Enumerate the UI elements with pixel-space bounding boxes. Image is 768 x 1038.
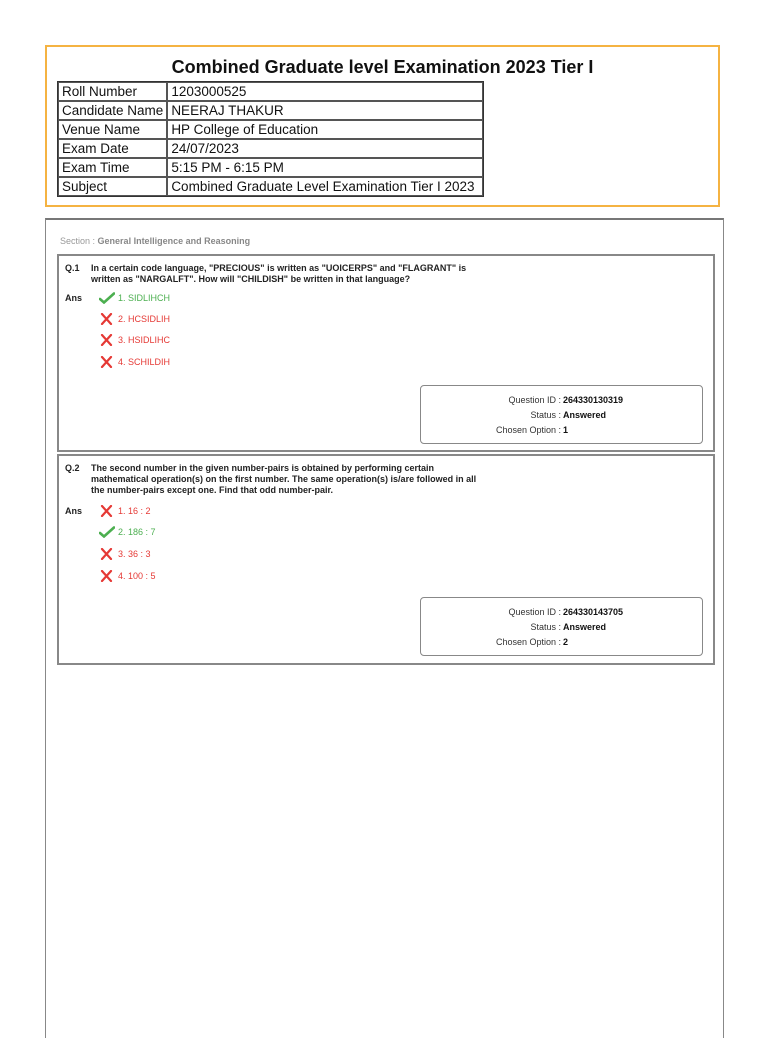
cross-icon (99, 548, 115, 560)
question-text (91, 463, 561, 496)
status-row (419, 622, 702, 632)
option-text: 4. SCHILDIH (118, 357, 171, 367)
option-4 (99, 356, 170, 368)
venue-name-value: HP College of Education (167, 120, 483, 139)
option-text: 3. HSIDLIHC (118, 335, 171, 345)
option-text: 2. HCSIDLIH (118, 314, 171, 324)
question-card-1 (57, 254, 715, 452)
check-icon (99, 292, 115, 304)
candidate-info-box (45, 45, 720, 207)
option-4 (99, 570, 156, 582)
exam-date-label: Exam Date (58, 139, 167, 158)
option-2 (99, 526, 156, 538)
question-id-row (419, 395, 702, 405)
option-1 (99, 505, 151, 517)
table-row (58, 177, 483, 196)
status-label: Status : (530, 410, 561, 420)
candidate-name-label: Candidate Name (58, 101, 167, 120)
candidate-info-table (57, 81, 484, 197)
option-3 (99, 334, 170, 346)
question-meta-box (420, 385, 703, 444)
chosen-option-row (419, 637, 702, 647)
question-id-label: Question ID : (508, 607, 561, 617)
question-id-value: 264330143705 (563, 607, 624, 617)
table-row (58, 158, 483, 177)
chosen-option-value: 1 (563, 425, 569, 435)
question-id-label: Question ID : (508, 395, 561, 405)
answer-label: Ans (65, 506, 83, 516)
question-text-line: mathematical operation(s) on the first number. The same operation(s) is/are followed in all (91, 474, 477, 484)
status-value: Answered (563, 410, 607, 420)
option-text: 1. SIDLIHCH (118, 293, 171, 303)
chosen-option-row (419, 425, 702, 435)
question-id-row (419, 607, 702, 617)
option-text: 2. 186 : 7 (118, 527, 156, 537)
answer-label: Ans (65, 293, 83, 303)
cross-icon (99, 505, 115, 517)
question-card-2 (57, 454, 715, 665)
status-value: Answered (563, 622, 607, 632)
option-text: 3. 36 : 3 (118, 549, 151, 559)
option-1 (99, 292, 170, 304)
section-heading (60, 236, 250, 246)
exam-time-label: Exam Time (58, 158, 167, 177)
exam-date-value: 24/07/2023 (167, 139, 483, 158)
option-2 (99, 313, 170, 325)
question-text (91, 263, 521, 285)
table-row (58, 82, 483, 101)
question-meta-box (420, 597, 703, 656)
subject-value: Combined Graduate Level Examination Tier I 2023 (167, 177, 483, 196)
question-text-line: written as "NARGALFT". How will "CHILDISH" be written in that language? (91, 274, 411, 284)
question-number: Q.1 (65, 263, 80, 273)
exam-title: Combined Graduate level Examination 2023 Tier I (171, 57, 594, 77)
table-row (58, 101, 483, 120)
response-sheet-panel (45, 218, 724, 1038)
question-text-line: the number-pairs except one. Find that odd number-pair. (91, 485, 334, 495)
cross-icon (99, 570, 115, 582)
question-text-line: The second number in the given number-pairs is obtained by performing certain (91, 463, 435, 473)
chosen-option-value: 2 (563, 637, 569, 647)
status-label: Status : (530, 622, 561, 632)
cross-icon (99, 334, 115, 346)
candidate-name-value: NEERAJ THAKUR (167, 101, 483, 120)
table-row (58, 120, 483, 139)
roll-number-label: Roll Number (58, 82, 167, 101)
question-number: Q.2 (65, 463, 80, 473)
section-prefix: Section : (60, 236, 96, 246)
table-row (58, 139, 483, 158)
section-name: General Intelligence and Reasoning (97, 236, 251, 246)
option-text: 4. 100 : 5 (118, 571, 156, 581)
question-text-line: In a certain code language, "PRECIOUS" is written as "UOICERPS" and "FLAGRANT" is (91, 263, 467, 273)
exam-time-value: 5:15 PM - 6:15 PM (167, 158, 483, 177)
chosen-option-label: Chosen Option : (495, 637, 561, 647)
question-id-value: 264330130319 (563, 395, 624, 405)
venue-name-label: Venue Name (58, 120, 167, 139)
check-icon (99, 526, 115, 538)
chosen-option-label: Chosen Option : (495, 425, 561, 435)
cross-icon (99, 313, 115, 325)
status-row (419, 410, 702, 420)
option-3 (99, 548, 151, 560)
option-text: 1. 16 : 2 (118, 506, 151, 516)
subject-label: Subject (58, 177, 167, 196)
cross-icon (99, 356, 115, 368)
roll-number-value: 1203000525 (167, 82, 483, 101)
